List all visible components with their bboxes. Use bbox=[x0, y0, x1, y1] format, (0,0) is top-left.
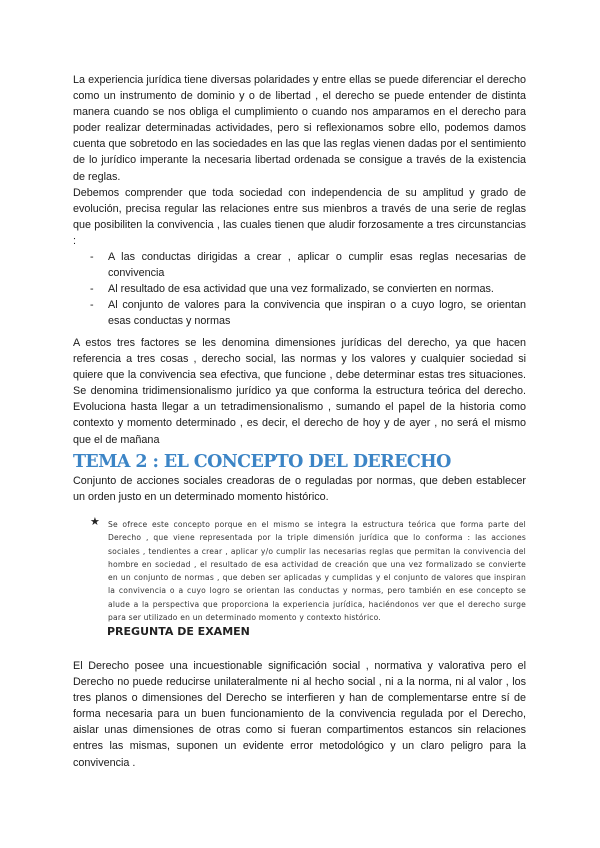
list-item-text: A las conductas dirigidas a crear , aplicar o cumplir esas reglas necesarias de convivencia bbox=[108, 251, 526, 280]
paragraph-factores bbox=[73, 335, 526, 448]
list-item-text: Al conjunto de valores para la convivencia que inspiran o a cuyo logro, se orientan esas conductas y normas bbox=[108, 299, 526, 328]
paragraph-text: El Derecho posee una incuestionable significación social , normativa y valorativa pero el Derecho no puede reducirse unilateralmente ni al hecho social , ni a la norma, ni al valor , los tres planos o dimensiones del Derecho se interfieren y han de complementarse entre sí de forma necesaria para un buen funcionamiento de la convivencia regulada por el Derecho, aislar unas dimensiones de otras como si fueran compartimentos estancos sin relaciones entres las mismas, suponen un evidente error metodológico y un claro peligro para la convivencia . bbox=[73, 660, 526, 769]
list-item bbox=[90, 249, 526, 281]
list-item bbox=[90, 281, 526, 297]
section-heading: TEMA 2 : EL CONCEPTO DEL DERECHO bbox=[73, 452, 451, 472]
paragraph-text: La experiencia jurídica tiene diversas polaridades y entre ellas se puede diferenciar el derecho como un instrumento de dominio y o de libertad , el derecho se puede entender de distinta manera cuando se nos obliga el cumplimiento o cuando nos amparamos en el derecho para poder realizar determinadas actividades, pero si reflexionamos sobre ello, podemos damos cuenta que sobretodo en las sociedades en las que las reglas vienen dadas por el sentimiento de lo jurídico imperante la necesaria libertad ordenada se consigue a través de la existencia de reglas. bbox=[73, 74, 526, 183]
exam-label: PREGUNTA DE EXAMEN bbox=[107, 625, 250, 638]
paragraph-sociedad bbox=[73, 185, 526, 249]
note-paragraph: Se ofrece este concepto porque en el mismo se integra la estructura teórica que forma parte del Derecho , que viene representada por la triple dimensión jurídica que lo conforma : las acciones sociales , tendientes a crear , aplicar y/o cumplir las necesarias reglas que permitan la convivencia del hombre en sociedad , el resultado de esa actividad de creación que una vez formalizado se convierte en un conjunto de normas , que deben ser aplicadas y cumplidas y el conjunto de valores que inspiran la convivencia o a cuyo logro se orientan las conductas y normas, pero también en ese concepto se alude a la perspectiva que proporciona la experiencia jurídica, haciéndonos ver que el derecho surge para ser utilizado en un determinado momento y contexto histórico. bbox=[108, 520, 526, 622]
star-icon: ★ bbox=[90, 515, 100, 528]
list-bullet: - bbox=[90, 283, 94, 296]
list-item-text: Al resultado de esa actividad que una vez formalizado, se convierten en normas. bbox=[108, 283, 494, 296]
paragraph-text: Debemos comprender que toda sociedad con independencia de su amplitud y grado de evolución, precisa regular las relaciones entre sus mienbros a través de una serie de reglas que posibiliten la convivencia , las cuales tienen que aludir forzosamente a tres circunstancias : bbox=[73, 187, 526, 248]
paragraph-text: Conjunto de acciones sociales creadoras de o reguladas por normas, que deben establecer un orden justo en un determinado momento histórico. bbox=[73, 475, 526, 504]
circumstances-list bbox=[90, 249, 526, 329]
list-item bbox=[90, 297, 526, 329]
list-bullet: - bbox=[90, 299, 94, 312]
paragraph-concepto bbox=[73, 473, 526, 505]
list-bullet: - bbox=[90, 251, 94, 263]
paragraph-significacion bbox=[73, 658, 526, 771]
paragraph-text: A estos tres factores se les denomina dimensiones jurídicas del derecho, ya que hacen referencia a tres cosas , derecho social, las normas y los valores y cualquier sociedad si quiere que la convivencia sea efectiva, que funcione , debe determinar estas tres situaciones. Se denomina tridimensionalismo jurídico ya que conforma la estructura teórica del derecho. Evoluciona hasta llegar a un tetradimensionalismo , sumando el papel de la historia como contexto y momento determinado , es decir, el derecho de hoy y de ayer , no será el mismo que el de mañana bbox=[73, 337, 526, 446]
paragraph-experiencia bbox=[73, 72, 526, 185]
